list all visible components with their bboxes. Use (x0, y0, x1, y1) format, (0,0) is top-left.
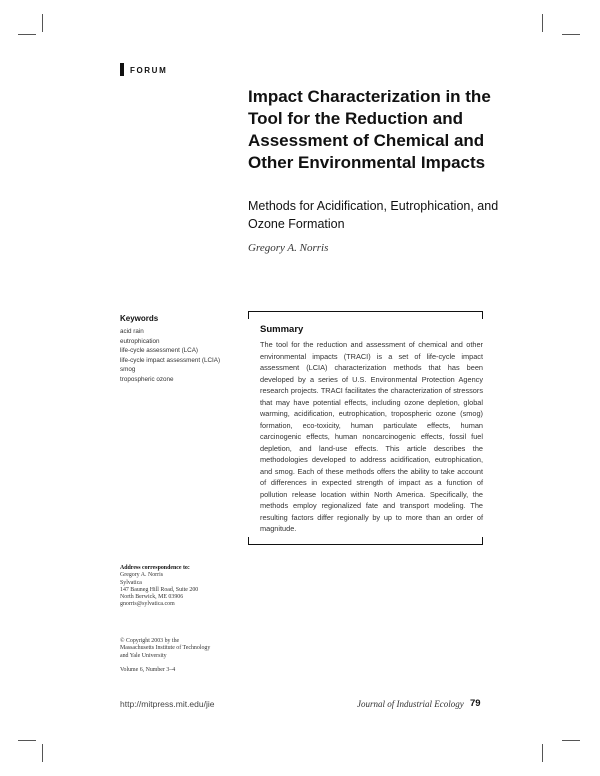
footer-url-link[interactable]: http://mitpress.mit.edu/jie (120, 699, 215, 709)
crop-mark-top-right (542, 14, 543, 32)
correspondence-line: Gregory A. Norris (120, 572, 164, 579)
crop-mark-top-left-h (18, 34, 36, 35)
keyword-item: smog (120, 366, 136, 374)
crop-mark-top-right-h (562, 34, 580, 35)
correspondence-block (120, 565, 250, 609)
summary-bracket-top (248, 311, 483, 319)
page-number: 79 (470, 698, 481, 709)
summary-body: The tool for the reduction and assessment of chemical and other environmental impacts (TRACI) is a set of life-cycle impact assessment (LCIA) characterization methods that has been developed by a series of U.S. Environmental Protection Agency research projects. TRACI facilitates the characterization of stressors that may have potential effects, including ozone depletion, global warming, acidification, eutrophication, tropospheric ozone (smog) formation, eco-toxicity, human particulate effects, human carcinogenic effects, human noncarcinogenic effects, fossil fuel depletion, and land-use effects. This article describes the methodologies developed to address acidification, eutrophication, and smog. Each of these methods offers the ability to take account of differences in expected strength of impact as a function of pollution release location within North America. Specifically, the methods employ regionalized fate and transport modeling. The resulting factors differ regionally by up to more than an order of magnitude. (260, 340, 483, 533)
correspondence-heading: Address correspondence to: (120, 565, 190, 571)
correspondence-line: 147 Bauneg Hill Road, Suite 200 (120, 586, 199, 593)
footer-journal-name: Journal of Industrial Ecology (357, 699, 464, 709)
keyword-item: life-cycle assessment (LCA) (120, 347, 199, 355)
crop-mark-bottom-right (542, 744, 543, 762)
copyright-line: © Copyright 2003 by the (120, 638, 180, 644)
summary-bracket-bottom (248, 537, 483, 545)
correspondence-email: gnorris@sylvatica.com (120, 601, 175, 608)
copyright-block (120, 638, 250, 660)
volume-info: Volume 6, Number 3–4 (120, 667, 176, 673)
keywords-heading: Keywords (120, 314, 159, 323)
keyword-item: eutrophication (120, 337, 160, 345)
keyword-item: life-cycle impact assessment (LCIA) (120, 356, 221, 364)
summary-heading: Summary (260, 324, 304, 335)
keyword-item: acid rain (120, 328, 144, 335)
crop-mark-bottom-left (42, 744, 43, 762)
crop-mark-bottom-right-h (562, 740, 580, 741)
article-subtitle: Methods for Acidification, Eutrophication, and Ozone Formation (248, 199, 499, 231)
section-marker (120, 63, 124, 76)
copyright-line: Massachusetts Institute of Technology (120, 645, 211, 652)
crop-mark-top-left (42, 14, 43, 32)
crop-mark-bottom-left-h (18, 740, 36, 741)
keyword-item: tropospheric ozone (120, 375, 174, 383)
correspondence-line: Sylvatica (120, 579, 142, 586)
article-author: Gregory A. Norris (248, 242, 329, 254)
keywords-list (120, 327, 245, 385)
correspondence-line: North Berwick, ME 03906 (120, 594, 184, 601)
copyright-line: and Yale University (120, 652, 167, 659)
section-label: FORUM (130, 66, 168, 75)
article-title: Impact Characterization in the Tool for the Reduction and Assessment of Chemical and Other Environmental Impacts (248, 87, 491, 172)
